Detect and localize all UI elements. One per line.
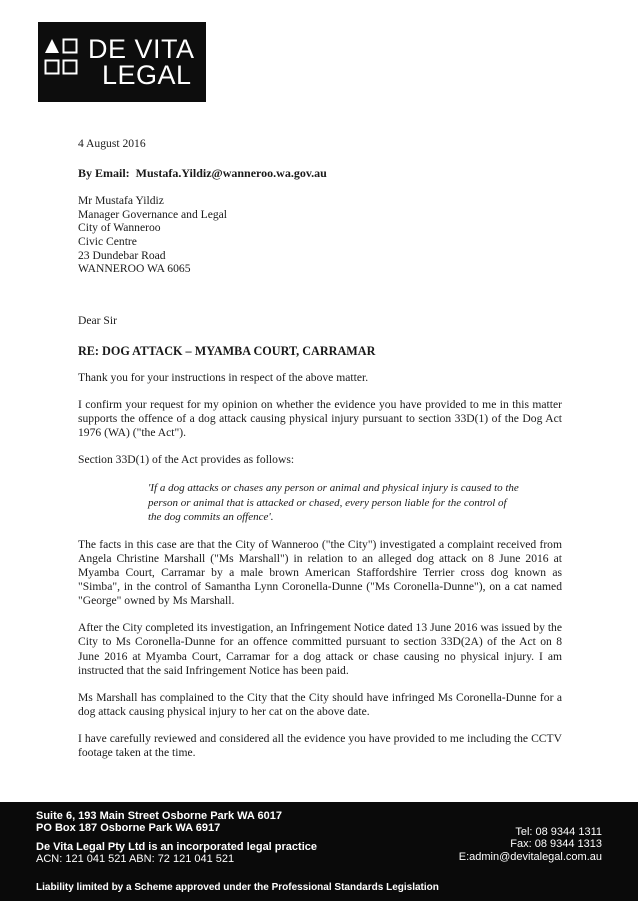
email-address-link[interactable]: Mustafa.Yildiz@wanneroo.wa.gov.au <box>135 166 327 181</box>
footer-fax: Fax: 08 9344 1313 <box>510 838 602 851</box>
logo-text-line2: LEGAL <box>102 60 192 90</box>
paragraph-7: I have carefully reviewed and considered all the evidence you have provided to me including the CCTV footage taken at the time. <box>78 731 562 760</box>
paragraph-5: After the City completed its investigation, an Infringement Notice dated 13 June 2016 was issued by the City to Ms Coronella-Dunne for an offence committed pursuant to section 33D(2A) of the Act on 8 June 2016 at Myamba Court, Carramar for a dog attack or chase causing no physical injury. I am instructed that the said Infringement Notice has been paid. <box>78 621 562 677</box>
footer-address-block <box>36 810 317 866</box>
recipient-name: Mr Mustafa Yildiz <box>78 194 164 208</box>
letterhead-footer <box>0 802 638 901</box>
logo-text-line1: DE VITA <box>88 34 195 64</box>
paragraph-6: Ms Marshall has complained to the City that the City should have infringed Ms Coronella-Dunne for a dog attack causing physical injury to her cat on the above date. <box>78 690 562 718</box>
recipient-address <box>78 194 562 276</box>
letter-date: 4 August 2016 <box>78 137 146 150</box>
footer-po-box: PO Box 187 Osborne Park WA 6917 <box>36 822 221 835</box>
statute-quote: 'If a dog attacks or chases any person or animal and physical injury is caused to the person or animal that is attacked or chased, every person liable for the control of the dog commits an offence'. <box>148 482 519 524</box>
logo-symbols <box>44 38 80 80</box>
by-email-line <box>78 166 562 180</box>
recipient-title: Manager Governance and Legal <box>78 207 228 221</box>
paragraph-1: Thank you for your instructions in respect of the above matter. <box>78 370 369 384</box>
paragraph-2: I confirm your request for my opinion on whether the evidence you have provided to me in this matter supports the offence of a dog attack causing physical injury pursuant to section 33D(1) of the Dog Act 1976 (WA) ("the Act"). <box>78 398 562 440</box>
letter-body <box>78 137 562 760</box>
footer-firm-statement: De Vita Legal Pty Ltd is an incorporated legal practice <box>36 840 317 853</box>
salutation: Dear Sir <box>78 313 117 327</box>
footer-street-address: Suite 6, 193 Main Street Osborne Park WA 6017 <box>36 810 282 822</box>
square-outline-icon <box>62 59 78 75</box>
recipient-org: City of Wanneroo <box>78 221 161 235</box>
footer-liability-note: Liability limited by a Scheme approved under the Professional Standards Legislation <box>36 882 439 893</box>
subject-line: RE: DOG ATTACK – MYAMBA COURT, CARRAMAR <box>78 343 376 358</box>
recipient-building: Civic Centre <box>78 234 137 248</box>
triangle-icon <box>44 38 60 54</box>
footer-email-link[interactable]: E:admin@devitalegal.com.au <box>458 850 602 863</box>
footer-contact-block <box>459 826 602 863</box>
paragraph-4: The facts in this case are that the City of Wanneroo ("the City") investigated a complaint received from Angela Christine Marshall ("Ms Marshall") in relation to an alleged dog attack on 8 June 2016 at Myamba Court, Carramar by a male brown American Staffordshire Terrier cross dog known as "Simba", in the control of Samantha Lynn Coronella-Dunne ("Ms Coronella-Dunne"), on a cat named "George" owned by Ms Marshall. <box>78 537 562 608</box>
footer-tel: Tel: 08 9344 1311 <box>515 826 602 838</box>
recipient-suburb: WANNEROO WA 6065 <box>78 262 191 276</box>
by-email-label: By Email: <box>78 166 130 181</box>
firm-logo <box>38 22 206 102</box>
recipient-street: 23 Dundebar Road <box>78 248 166 262</box>
square-outline-icon <box>62 38 78 54</box>
paragraph-3: Section 33D(1) of the Act provides as follows: <box>78 453 295 467</box>
footer-acn-abn: ACN: 121 041 521 ABN: 72 121 041 521 <box>36 853 235 866</box>
square-outline-icon <box>44 59 60 75</box>
